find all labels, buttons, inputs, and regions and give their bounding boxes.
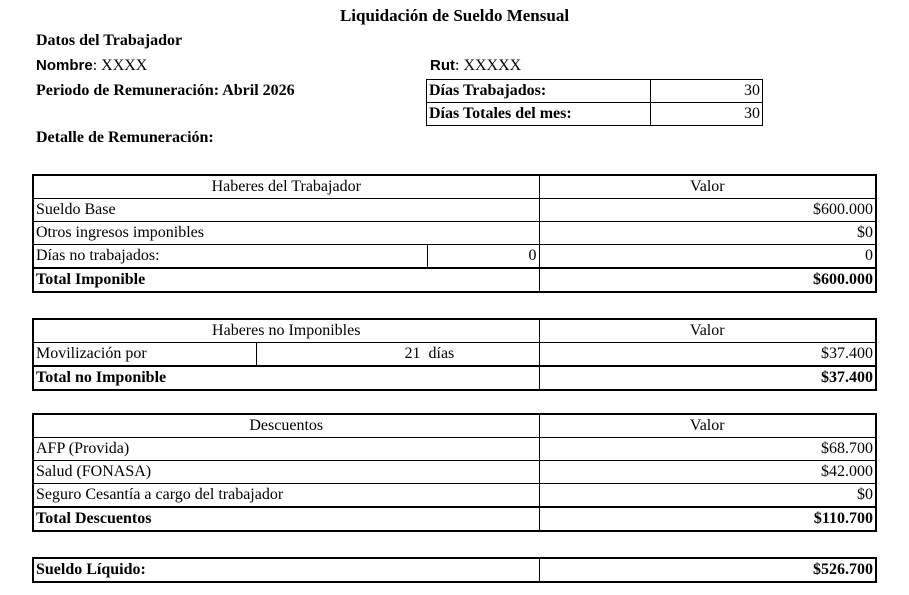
days-count: 21 bbox=[404, 345, 421, 362]
row-label: Sueldo Base bbox=[33, 199, 539, 222]
no-imponibles-value-header: Valor bbox=[539, 319, 876, 343]
haberes-value-header: Valor bbox=[539, 175, 876, 199]
haberes-header-row bbox=[33, 175, 876, 199]
no-imponibles-header-row bbox=[33, 319, 876, 343]
row-value: 0 bbox=[539, 245, 876, 269]
row-value: $0 bbox=[539, 484, 876, 508]
sueldo-liquido-value: $526.700 bbox=[539, 558, 876, 582]
table-row bbox=[33, 245, 876, 269]
worker-name bbox=[36, 57, 147, 75]
rut-label: Rut bbox=[430, 57, 455, 74]
total-value: $37.400 bbox=[539, 366, 876, 390]
remuneration-period: Periodo de Remuneración: Abril 2026 bbox=[36, 82, 295, 99]
table-row bbox=[33, 484, 876, 508]
row-label: Otros ingresos imponibles bbox=[33, 222, 539, 245]
days-worked-value: 30 bbox=[651, 80, 763, 103]
total-label: Total Descuentos bbox=[33, 507, 539, 531]
table-row bbox=[33, 343, 876, 367]
row-label: Salud (FONASA) bbox=[33, 461, 539, 484]
haberes-table bbox=[32, 174, 877, 293]
sueldo-liquido-label: Sueldo Líquido: bbox=[33, 558, 539, 582]
descuentos-table bbox=[32, 413, 877, 532]
descuentos-header-row bbox=[33, 414, 876, 438]
row-value: $600.000 bbox=[539, 199, 876, 222]
days-total-value: 30 bbox=[651, 103, 763, 126]
total-descuentos-row bbox=[33, 507, 876, 531]
table-row bbox=[33, 438, 876, 461]
name-value: : XXXX bbox=[92, 57, 148, 74]
sueldo-liquido-row bbox=[33, 558, 876, 582]
days-worked-row bbox=[427, 80, 763, 103]
name-label: Nombre bbox=[36, 57, 93, 74]
no-imponibles-table bbox=[32, 318, 877, 391]
days-total-row bbox=[427, 103, 763, 126]
row-label: Seguro Cesantía a cargo del trabajador bbox=[33, 484, 539, 508]
total-label: Total Imponible bbox=[33, 268, 539, 292]
descuentos-value-header: Valor bbox=[539, 414, 876, 438]
descuentos-header: Descuentos bbox=[33, 414, 539, 438]
haberes-header: Haberes del Trabajador bbox=[33, 175, 539, 199]
days-worked-label: Días Trabajados: bbox=[427, 80, 651, 103]
no-imponibles-header: Haberes no Imponibles bbox=[33, 319, 539, 343]
sueldo-liquido-table bbox=[32, 557, 877, 583]
table-row bbox=[33, 222, 876, 245]
worker-section-title: Datos del Trabajador bbox=[36, 32, 183, 49]
row-value: $42.000 bbox=[539, 461, 876, 484]
table-row bbox=[33, 461, 876, 484]
total-no-imponible-row bbox=[33, 366, 876, 390]
worker-rut bbox=[430, 57, 521, 75]
days-total-label: Días Totales del mes: bbox=[427, 103, 651, 126]
rut-value: : XXXXX bbox=[455, 57, 522, 74]
row-value: $68.700 bbox=[539, 438, 876, 461]
days-table bbox=[426, 79, 763, 126]
detail-title: Detalle de Remuneración: bbox=[36, 129, 214, 146]
total-label: Total no Imponible bbox=[33, 366, 539, 390]
row-label: Días no trabajados: bbox=[33, 245, 427, 269]
row-label: AFP (Provida) bbox=[33, 438, 539, 461]
row-value: $37.400 bbox=[539, 343, 876, 367]
document-title: Liquidación de Sueldo Mensual bbox=[339, 6, 570, 25]
row-days bbox=[256, 343, 539, 367]
total-value: $110.700 bbox=[539, 507, 876, 531]
total-imponible-row bbox=[33, 268, 876, 292]
row-value: $0 bbox=[539, 222, 876, 245]
table-row bbox=[33, 199, 876, 222]
row-label: Movilización por bbox=[33, 343, 256, 367]
days-unit: días bbox=[428, 345, 455, 362]
total-value: $600.000 bbox=[539, 268, 876, 292]
row-mid-value: 0 bbox=[427, 245, 539, 269]
